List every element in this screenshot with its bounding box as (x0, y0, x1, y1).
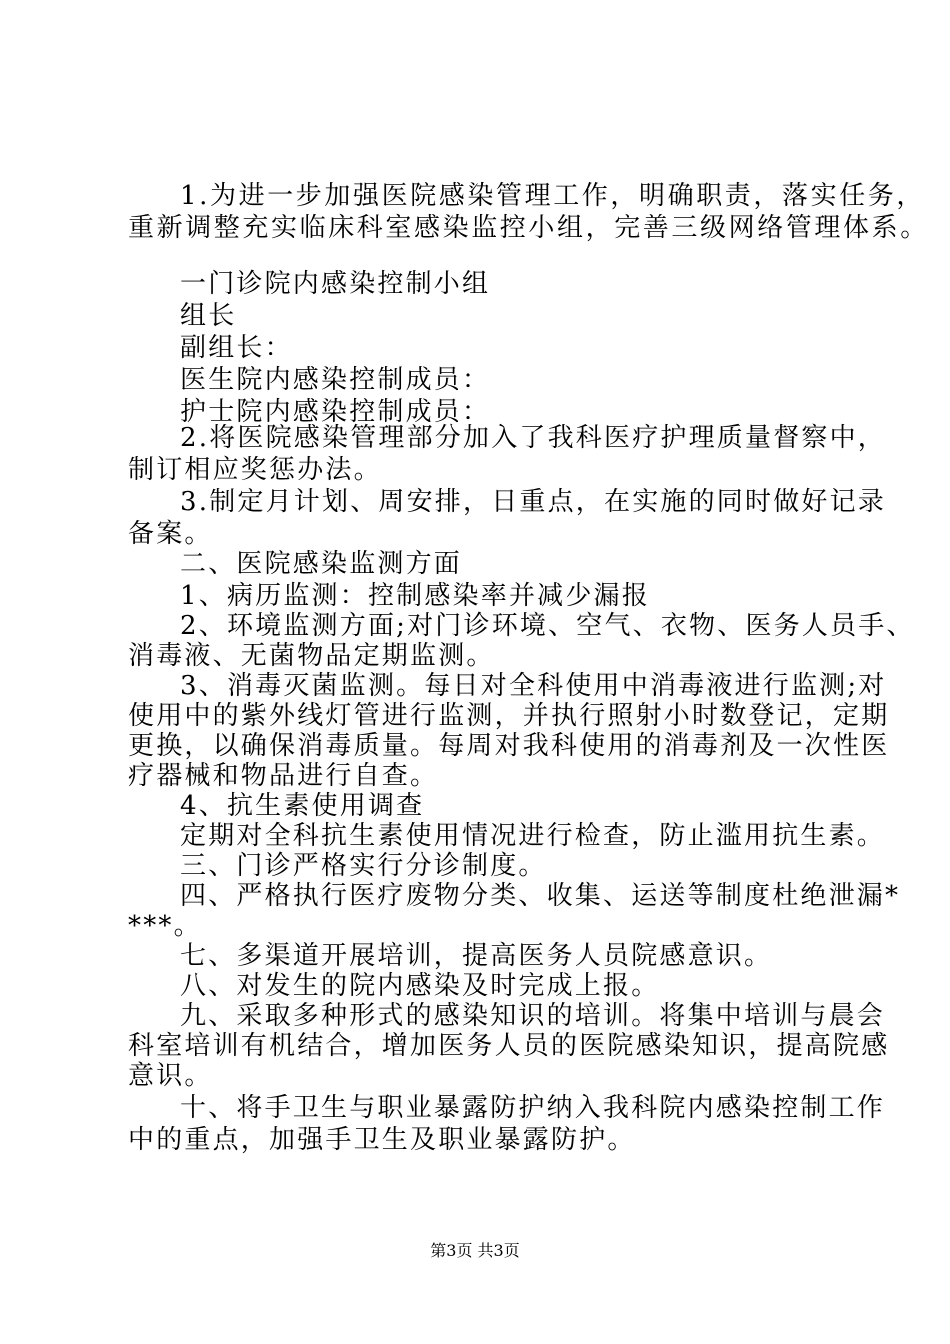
text-line: 1、病历监测：控制感染率并减少漏报 (180, 581, 650, 611)
text-line: 消毒液、无菌物品定期监测。 (128, 641, 495, 671)
text-line: 疗器械和物品进行自查。 (128, 761, 439, 791)
text-line: 七、多渠道开展培训，提高医务人员院感意识。 (180, 941, 773, 971)
text-line: 意识。 (128, 1061, 213, 1091)
text-line: 2.将医院感染管理部分加入了我科医疗护理质量督察中， (180, 423, 887, 453)
text-line: 三、门诊严格实行分诊制度。 (180, 851, 547, 881)
text-line: 制订相应奖惩办法。 (128, 455, 382, 485)
text-line: 四、严格执行医疗废物分类、收集、运送等制度杜绝泄漏* (180, 881, 901, 911)
text-line: 3、消毒灭菌监测。每日对全科使用中消毒液进行监测;对 (180, 671, 887, 701)
page-footer: 第3页 共3页 (430, 1241, 520, 1260)
text-line: 护士院内感染控制成员： (180, 397, 491, 427)
text-line: 二、医院感染监测方面 (180, 549, 463, 579)
text-line: 重新调整充实临床科室感染监控小组，完善三级网络管理体系。 (128, 213, 929, 243)
text-line: 2、环境监测方面;对门诊环境、空气、衣物、医务人员手、 (180, 611, 915, 641)
text-line: 副组长： (180, 333, 293, 363)
text-line: 九、采取多种形式的感染知识的培训。将集中培训与晨会 (180, 1001, 886, 1031)
text-line: 医生院内感染控制成员： (180, 365, 491, 395)
text-line: 定期对全科抗生素使用情况进行检查，防止滥用抗生素。 (180, 821, 886, 851)
text-line: 组长 (180, 301, 237, 331)
text-line: 中的重点，加强手卫生及职业暴露防护。 (128, 1125, 636, 1155)
text-line: 八、对发生的院内感染及时完成上报。 (180, 971, 660, 1001)
text-line: ***。 (128, 911, 202, 941)
text-line: 3.制定月计划、周安排，日重点，在实施的同时做好记录 (180, 487, 887, 517)
text-line: 备案。 (128, 519, 213, 549)
text-line: 一门诊院内感染控制小组 (180, 269, 491, 299)
text-line: 使用中的紫外线灯管进行监测，并执行照射小时数登记，定期 (128, 701, 890, 731)
text-line: 4、抗生素使用调查 (180, 791, 425, 821)
text-line: 1.为进一步加强医院感染管理工作，明确职责，落实任务， (180, 181, 926, 211)
text-line: 更换，以确保消毒质量。每周对我科使用的消毒剂及一次性医 (128, 731, 890, 761)
text-line: 科室培训有机结合，增加医务人员的医院感染知识，提高院感 (128, 1031, 890, 1061)
text-line: 十、将手卫生与职业暴露防护纳入我科院内感染控制工作 (180, 1093, 886, 1123)
